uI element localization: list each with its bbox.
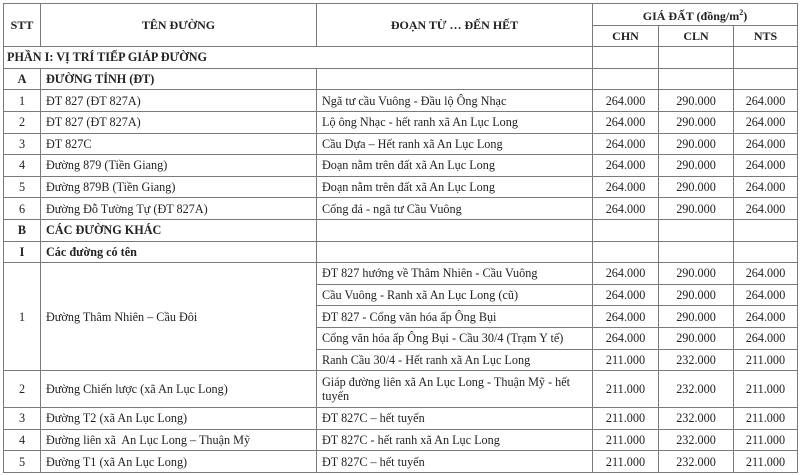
table-row: Cổng văn hóa ấp Ông Bụi - Cầu 30/4 (Trạm Y tế) 264.000 290.000 264.000 (4, 327, 798, 349)
table-row: 1 Đường Thâm Nhiên – Cầu Đôi ĐT 827 hướng về Thâm Nhiên - Cầu Vuông 264.000 290.000 264.000 (4, 263, 798, 285)
land-price-table (3, 3, 798, 473)
table-row: 2 ĐT 827 (ĐT 827A) Lộ ông Nhạc - hết ranh xã An Lục Long 264.000 290.000 264.000 (4, 111, 798, 133)
group-label: ĐƯỜNG TỈNH (ĐT) (41, 68, 317, 90)
group-label: CÁC ĐƯỜNG KHÁC (41, 219, 317, 241)
table-row: 4 Đường liên xã An Lục Long – Thuận Mỹ ĐT 827C - hết ranh xã An Lục Long 211.000 232.000 211.000 (4, 429, 798, 451)
col-header-road-name: TÊN ĐƯỜNG (41, 4, 317, 47)
section-row (4, 47, 798, 69)
table-row: 3 Đường T2 (xã An Lục Long) ĐT 827C – hết tuyến 211.000 232.000 211.000 (4, 408, 798, 430)
group-row-i: I Các đường có tên (4, 241, 798, 263)
col-header-chn: CHN (593, 25, 659, 47)
table-row: 3 ĐT 827C Cầu Dựa – Hết ranh xã An Lục Long 264.000 290.000 264.000 (4, 133, 798, 155)
group-row-a: A ĐƯỜNG TỈNH (ĐT) (4, 68, 798, 90)
col-header-land-price: GIÁ ĐẤT $(đồng/m^2)$ (593, 4, 798, 26)
table-row: 1 ĐT 827 (ĐT 827A) Ngã tư cầu Vuông - Đầu lộ Ông Nhạc 264.000 290.000 264.000 (4, 90, 798, 112)
table-row: 6 Đường Đỗ Tường Tự (ĐT 827A) Cống đá - ngã tư Cầu Vuông 264.000 290.000 264.000 (4, 198, 798, 220)
col-header-cln: CLN (659, 25, 734, 47)
col-header-stt: STT (4, 4, 41, 47)
col-header-nts: NTS (734, 25, 798, 47)
table-row: Ranh Cầu 30/4 - Hết ranh xã An Lục Long 211.000 232.000 211.000 (4, 349, 798, 371)
header-row (4, 4, 798, 26)
section-title: PHẦN I: VỊ TRÍ TIẾP GIÁP ĐƯỜNG (4, 47, 593, 69)
table-row: ĐT 827 - Cổng văn hóa ấp Ông Bụi 264.000 290.000 264.000 (4, 306, 798, 328)
table-row: 5 Đường T1 (xã An Lục Long) ĐT 827C – hết tuyến 211.000 232.000 211.000 (4, 451, 798, 473)
table-row: 2 Đường Chiến lược (xã An Lục Long) Giáp đường liên xã An Lục Long - Thuận Mỹ - hết tuyến 211.000 232.000 211.000 (4, 371, 798, 408)
group-row-b: B CÁC ĐƯỜNG KHÁC (4, 219, 798, 241)
group-label: Các đường có tên (41, 241, 317, 263)
table-row: 4 Đường 879 (Tiền Giang) Đoạn nằm trên đất xã An Lục Long 264.000 290.000 264.000 (4, 155, 798, 177)
table-row: Cầu Vuông - Ranh xã An Lục Long (cũ) 264.000 290.000 264.000 (4, 284, 798, 306)
col-header-segment: ĐOẠN TỪ … ĐẾN HẾT (317, 4, 593, 47)
table-row: 5 Đường 879B (Tiền Giang) Đoạn nằm trên đất xã An Lục Long 264.000 290.000 264.000 (4, 176, 798, 198)
